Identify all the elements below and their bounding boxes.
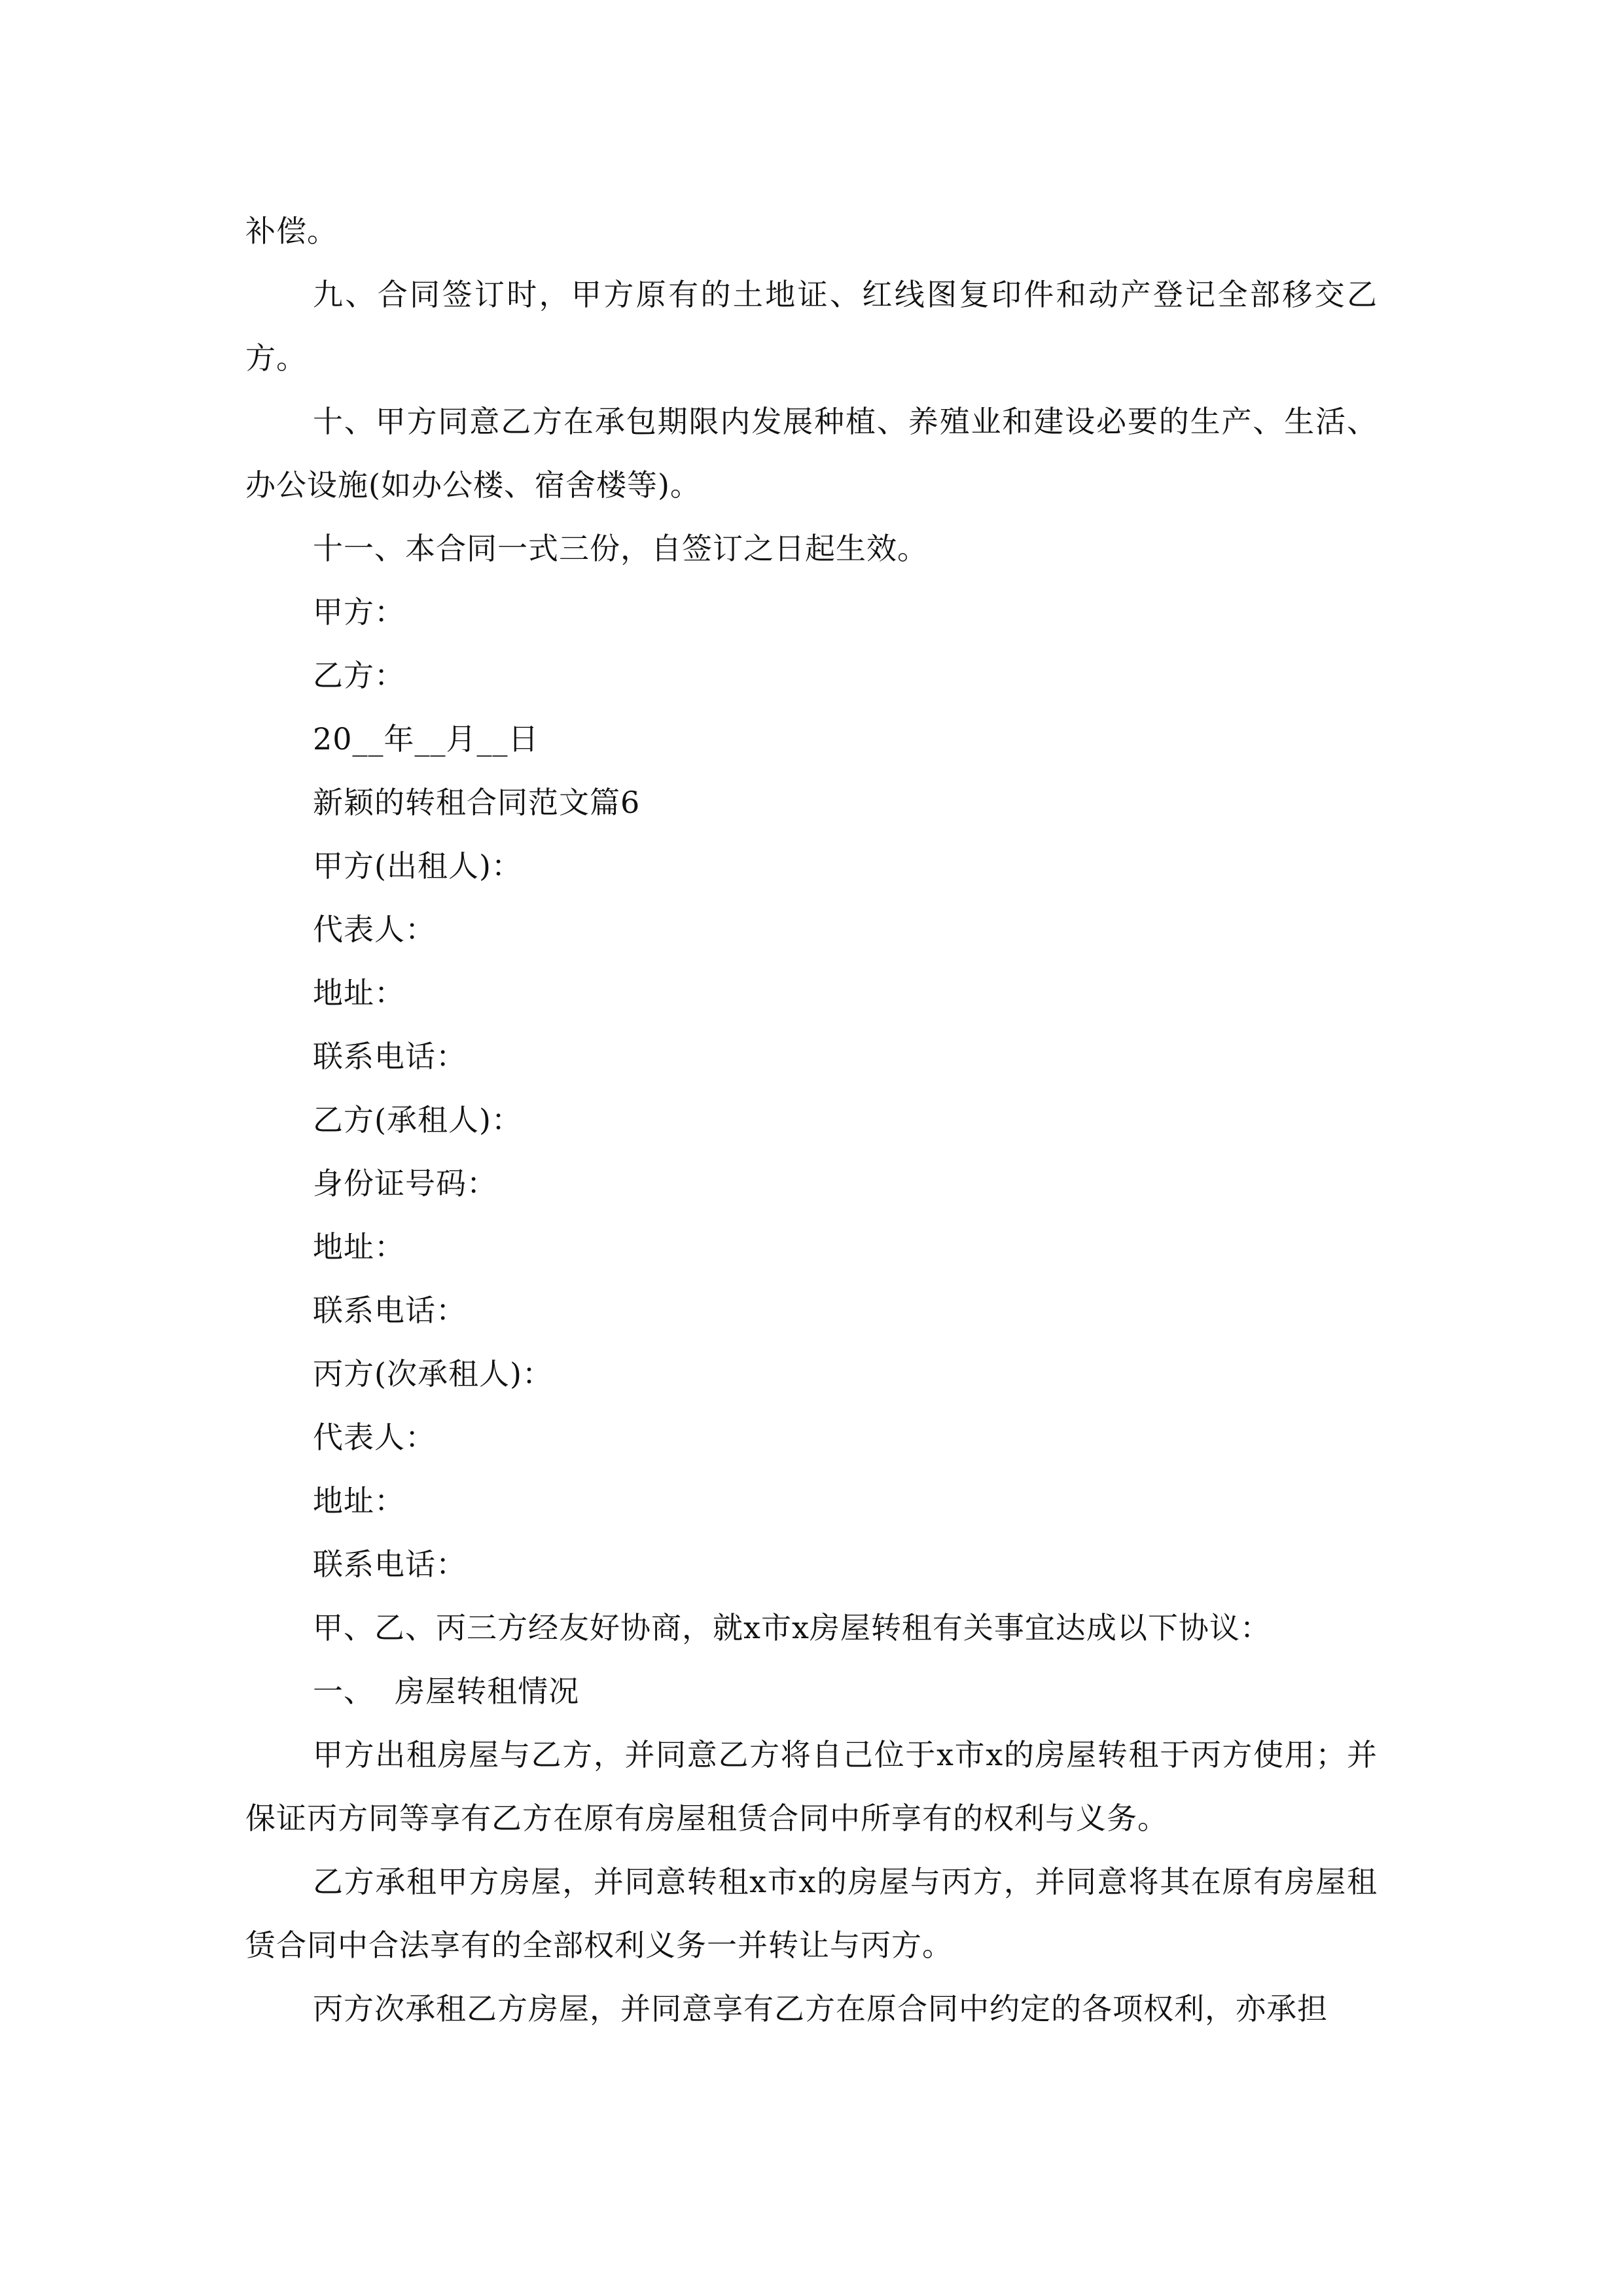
party-c-representative: 代表人： xyxy=(313,1420,436,1455)
party-b-phone: 联系电话： xyxy=(313,1293,467,1328)
party-a-representative: 代表人： xyxy=(313,912,436,947)
section-title-6: 新颖的转租合同范文篇6 xyxy=(313,785,641,820)
signature-party-a: 甲方： xyxy=(313,594,405,630)
signature-party-b: 乙方： xyxy=(313,658,405,693)
paragraph-compensation-end: 补偿。 xyxy=(245,213,338,249)
party-a-lessor: 甲方(出租人)： xyxy=(313,848,522,884)
party-a-address: 地址： xyxy=(313,975,405,1011)
document-body xyxy=(245,200,1378,2041)
party-b-id-number: 身份证号码： xyxy=(313,1166,497,1201)
party-c-phone: 联系电话： xyxy=(313,1547,467,1582)
section-1-paragraph-3: 丙方次承租乙方房屋，并同意享有乙方在原合同中约定的各项权利，亦承担 xyxy=(313,1991,1328,2026)
signature-date: 20__年__月__日 xyxy=(313,721,539,757)
party-c-address: 地址： xyxy=(313,1483,405,1518)
party-c-sublessee: 丙方(次承租人)： xyxy=(313,1356,553,1391)
section-1-paragraph-1: 甲方出租房屋与乙方，并同意乙方将自己位于x市x的房屋转租于丙方使用；并保证丙方同等享有乙方在原有房屋租赁合同中所享有的权利与义务。 xyxy=(245,1737,1378,1836)
party-a-phone: 联系电话： xyxy=(313,1039,467,1074)
party-b-address: 地址： xyxy=(313,1229,405,1265)
agreement-intro: 甲、乙、丙三方经友好协商，就x市x房屋转租有关事宜达成以下协议： xyxy=(313,1610,1271,1645)
clause-11: 十一、本合同一式三份，自签订之日起生效。 xyxy=(313,531,928,566)
party-b-lessee: 乙方(承租人)： xyxy=(313,1102,522,1138)
section-1-paragraph-2: 乙方承租甲方房屋，并同意转租x市x的房屋与丙方，并同意将其在原有房屋租赁合同中合法享有的全部权利义务一并转让与丙方。 xyxy=(245,1864,1378,1963)
section-1-heading: 一、 房屋转租情况 xyxy=(313,1674,580,1709)
clause-9: 九、合同签订时，甲方原有的土地证、红线图复印件和动产登记全部移交乙方。 xyxy=(245,277,1378,376)
clause-10: 十、甲方同意乙方在承包期限内发展种植、养殖业和建设必要的生产、生活、办公设施(如办公楼、宿舍楼等)。 xyxy=(245,404,1378,503)
